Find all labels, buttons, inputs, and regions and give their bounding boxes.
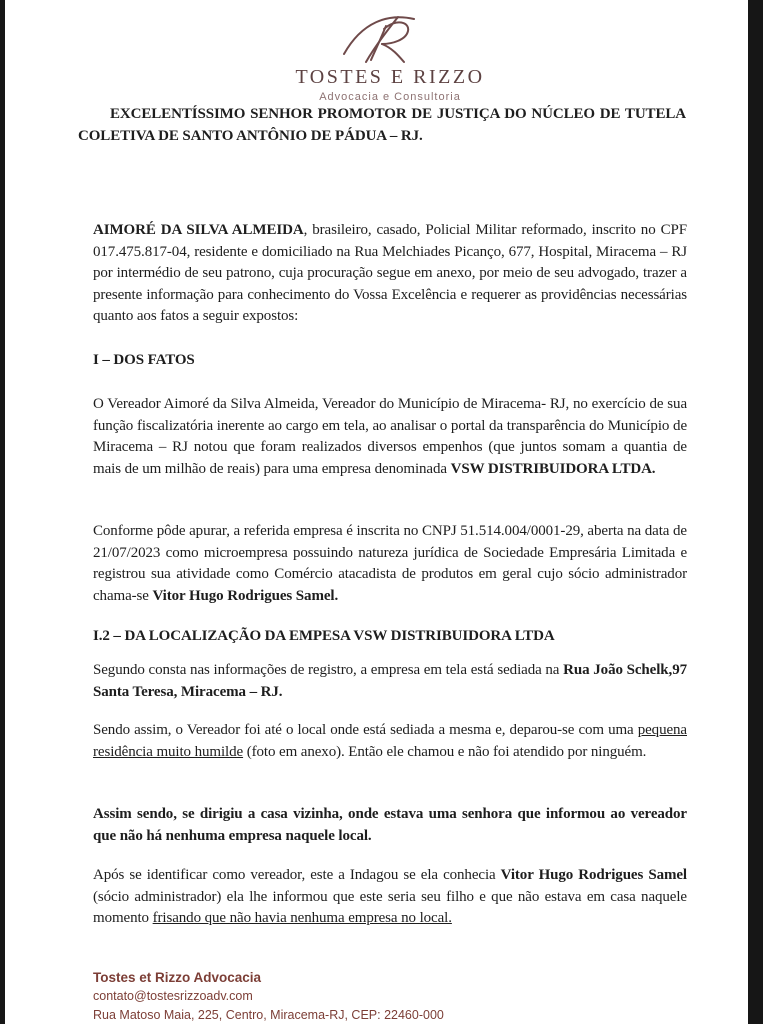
firm-subtitle: Advocacia e Consultoria <box>319 91 461 103</box>
letterhead-footer <box>93 968 444 1024</box>
text-run: Rua João Schelk,97 Santa Teresa, Miracema – RJ. <box>93 662 687 700</box>
text-run: , brasileiro, casado, Policial Militar reformado, inscrito no CPF 017.475.817-04, residente e domiciliado na Rua Melchiades Picanço, 677, Hospital, Miracema – RJ por intermédio de seu patrono, cuja procuração segue em anexo, por meio de seu advogado, trazer a presente informação para conhecimento do Vossa Excelência e requerer as providências necessárias quanto aos fatos a seguir expostos: <box>93 222 687 324</box>
text-run: Após se identificar como vereador, este a Indagou se ela conhecia <box>93 867 501 883</box>
text-run: (sócio administrador) ela lhe informou que este seria seu filho e que não estava em casa naquele momento <box>93 888 687 926</box>
text-run: frisando que não havia nenhuma empresa no local. <box>152 910 452 926</box>
text-run: Segundo consta nas informações de registro, a empresa em tela está sediada na <box>93 662 564 678</box>
paragraph-localizacao-2 <box>93 720 687 763</box>
text-run: pequena residência muito humilde <box>93 722 687 760</box>
text-run: Vitor Hugo Rodrigues Samel. <box>152 587 339 604</box>
paragraph-localizacao-1 <box>93 660 687 703</box>
text-run: Vitor Hugo Rodrigues Samel <box>500 867 687 883</box>
text-run: I.2 – DA LOCALIZAÇÃO DA EMPESA VSW DISTRIBUIDORA LTDA <box>93 628 555 644</box>
paragraph-fatos-2 <box>93 521 687 607</box>
text-run: (foto em anexo). Então ele chamou e não foi atendido por ninguém. <box>243 743 647 760</box>
paragraph-qualification <box>93 220 687 328</box>
text-run: Assim sendo, se dirigiu a casa vizinha, onde estava uma senhora que informou ao vereador que não há nenhuma empresa naquele local. <box>93 806 687 844</box>
text-run: EXCELENTÍSSIMO SENHOR PROMOTOR DE JUSTIÇA DO NÚCLEO DE TUTELA COLETIVA DE SANTO ANTÔNIO DE PÁDUA – RJ. <box>78 106 686 144</box>
text-run: VSW DISTRIBUIDORA LTDA. <box>450 460 656 477</box>
addressee-heading <box>78 104 686 147</box>
tr-monogram-icon <box>330 10 450 64</box>
footer-firm-name: Tostes et Rizzo Advocacia <box>93 970 262 985</box>
text-run: O Vereador Aimoré da Silva Almeida, Vereador do Município de Miracema- RJ, no exercício de sua função fiscalizatória inerente ao cargo em tela, ao analisar o portal da transparência do Município de Miracema – RJ notou que foram realizados diversos empenhos (que juntos somam a quantia de mais de um milhão de reais) para uma empresa denominada <box>93 396 687 477</box>
text-run: Conforme pôde apurar, a referida empresa é inscrita no CNPJ 51.514.004/0001-29, aberta na data de 21/07/2023 como microempresa possuindo natureza jurídica de Sociedade Empresária Limitada e registrou sua atividade como Comércio atacadista de produtos em geral cujo sócio administrador chama-se <box>93 523 687 604</box>
footer-address: Rua Matoso Maia, 225, Centro, Miracema-RJ, CEP: 22460-000 <box>93 1008 444 1022</box>
text-run: Sendo assim, o Vereador foi até o local onde está sediada a mesma e, deparou-se com uma <box>93 722 638 738</box>
firm-name: TOSTES E RIZZO <box>295 66 485 88</box>
paragraph-localizacao-3 <box>93 804 687 847</box>
document-page <box>5 0 748 1024</box>
text-run: I – DOS FATOS <box>93 352 195 368</box>
section-heading-localizacao <box>93 626 687 648</box>
paragraph-localizacao-4 <box>93 865 687 930</box>
law-firm-logo <box>255 10 525 103</box>
paragraph-fatos-1 <box>93 394 687 480</box>
footer-email: contato@tostesrizzoadv.com <box>93 989 253 1003</box>
text-run: AIMORÉ DA SILVA ALMEIDA <box>93 222 304 238</box>
section-heading-dos-fatos <box>93 350 687 372</box>
